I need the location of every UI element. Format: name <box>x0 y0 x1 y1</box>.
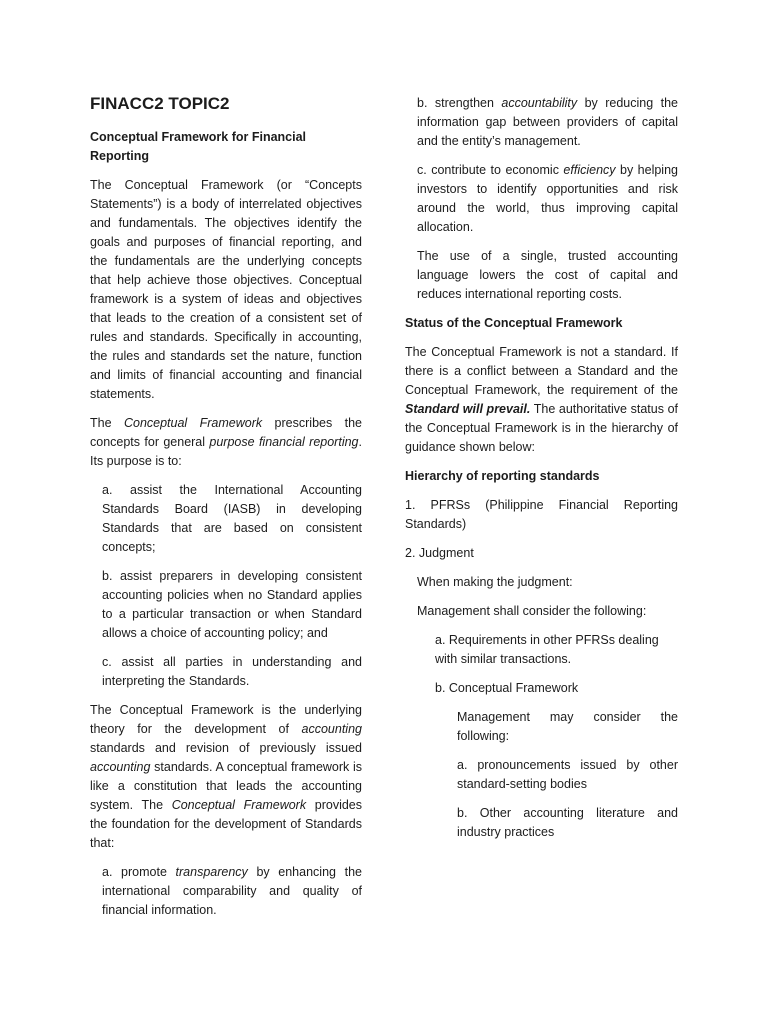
standards-item-a: a. promote transparency by enhancing the international comparability and quality of financial information. <box>102 865 362 917</box>
right-column <box>405 94 678 852</box>
standards-item-b: b. strengthen accountability by reducing the information gap between providers of capital and the entity’s management. <box>417 96 678 148</box>
section-heading-hierarchy: Hierarchy of reporting standards <box>405 469 600 483</box>
judgment-intro: When making the judgment: <box>417 575 573 589</box>
section-heading-status: Status of the Conceptual Framework <box>405 316 623 330</box>
status-paragraph: The Conceptual Framework is not a standard. If there is a conflict between a Standard and the Conceptual Framework, the requirement of the Standard will prevail. The authoritative status of the Conceptual Framework is in the hierarchy of guidance shown below: <box>405 345 679 454</box>
hierarchy-item-judgment: 2. Judgment <box>405 546 474 560</box>
page-title: FINACC2 TOPIC2 <box>90 94 230 113</box>
management-shall-consider: Management shall consider the following: <box>417 604 647 618</box>
management-may-consider: Management may consider the following: <box>457 710 678 743</box>
left-column <box>90 94 362 930</box>
single-language-paragraph: The use of a single, trusted accounting language lowers the cost of capital and reduces international reporting costs. <box>417 249 678 301</box>
judgment-item-b: b. Conceptual Framework <box>435 681 579 695</box>
section-heading-conceptual-framework: Conceptual Framework for Financial Reporting <box>90 130 307 163</box>
may-consider-item-b: b. Other accounting literature and industry practices <box>457 806 678 839</box>
purpose-paragraph: The Conceptual Framework prescribes the concepts for general purpose financial reporting. Its purpose is to: <box>90 416 363 468</box>
intro-paragraph: The Conceptual Framework (or “Concepts Statements”) is a body of interrelated objectives and fundamentals. The objectives identify the goals and purposes of financial reporting, and the fundamentals are the underlying concepts that help achieve those objectives. Conceptual framework is a system of ideas and objectives that leads to the creation of a consistent set of rules and standards. Specifically in accounting, the rules and standards set the nature, function and limits of financial accounting and financial statements. <box>90 178 362 401</box>
judgment-item-a: a. Requirements in other PFRSs dealing with similar transactions. <box>435 633 659 666</box>
purpose-item-c: c. assist all parties in understanding and interpreting the Standards. <box>102 655 362 688</box>
may-consider-item-a: a. pronouncements issued by other standard-setting bodies <box>457 758 678 791</box>
hierarchy-item-pfrs: 1. PFRSs (Philippine Financial Reporting Standards) <box>405 498 678 531</box>
standards-item-c: c. contribute to economic efficiency by helping investors to identify opportunities and risk around the world, thus improving capital allocation. <box>417 163 678 234</box>
purpose-item-a: a. assist the International Accounting Standards Board (IASB) in developing Standards that are based on consistent concepts; <box>102 483 362 554</box>
underlying-theory-paragraph: The Conceptual Framework is the underlying theory for the development of accounting standards and revision of previously issued accounting standards. A conceptual framework is like a constitution that leads the accounting system. The Conceptual Framework provides the foundation for the development of Standards that: <box>90 703 362 850</box>
purpose-item-b: b. assist preparers in developing consistent accounting policies when no Standard applies to a particular transaction or when Standard allows a choice of accounting policy; and <box>102 569 362 640</box>
